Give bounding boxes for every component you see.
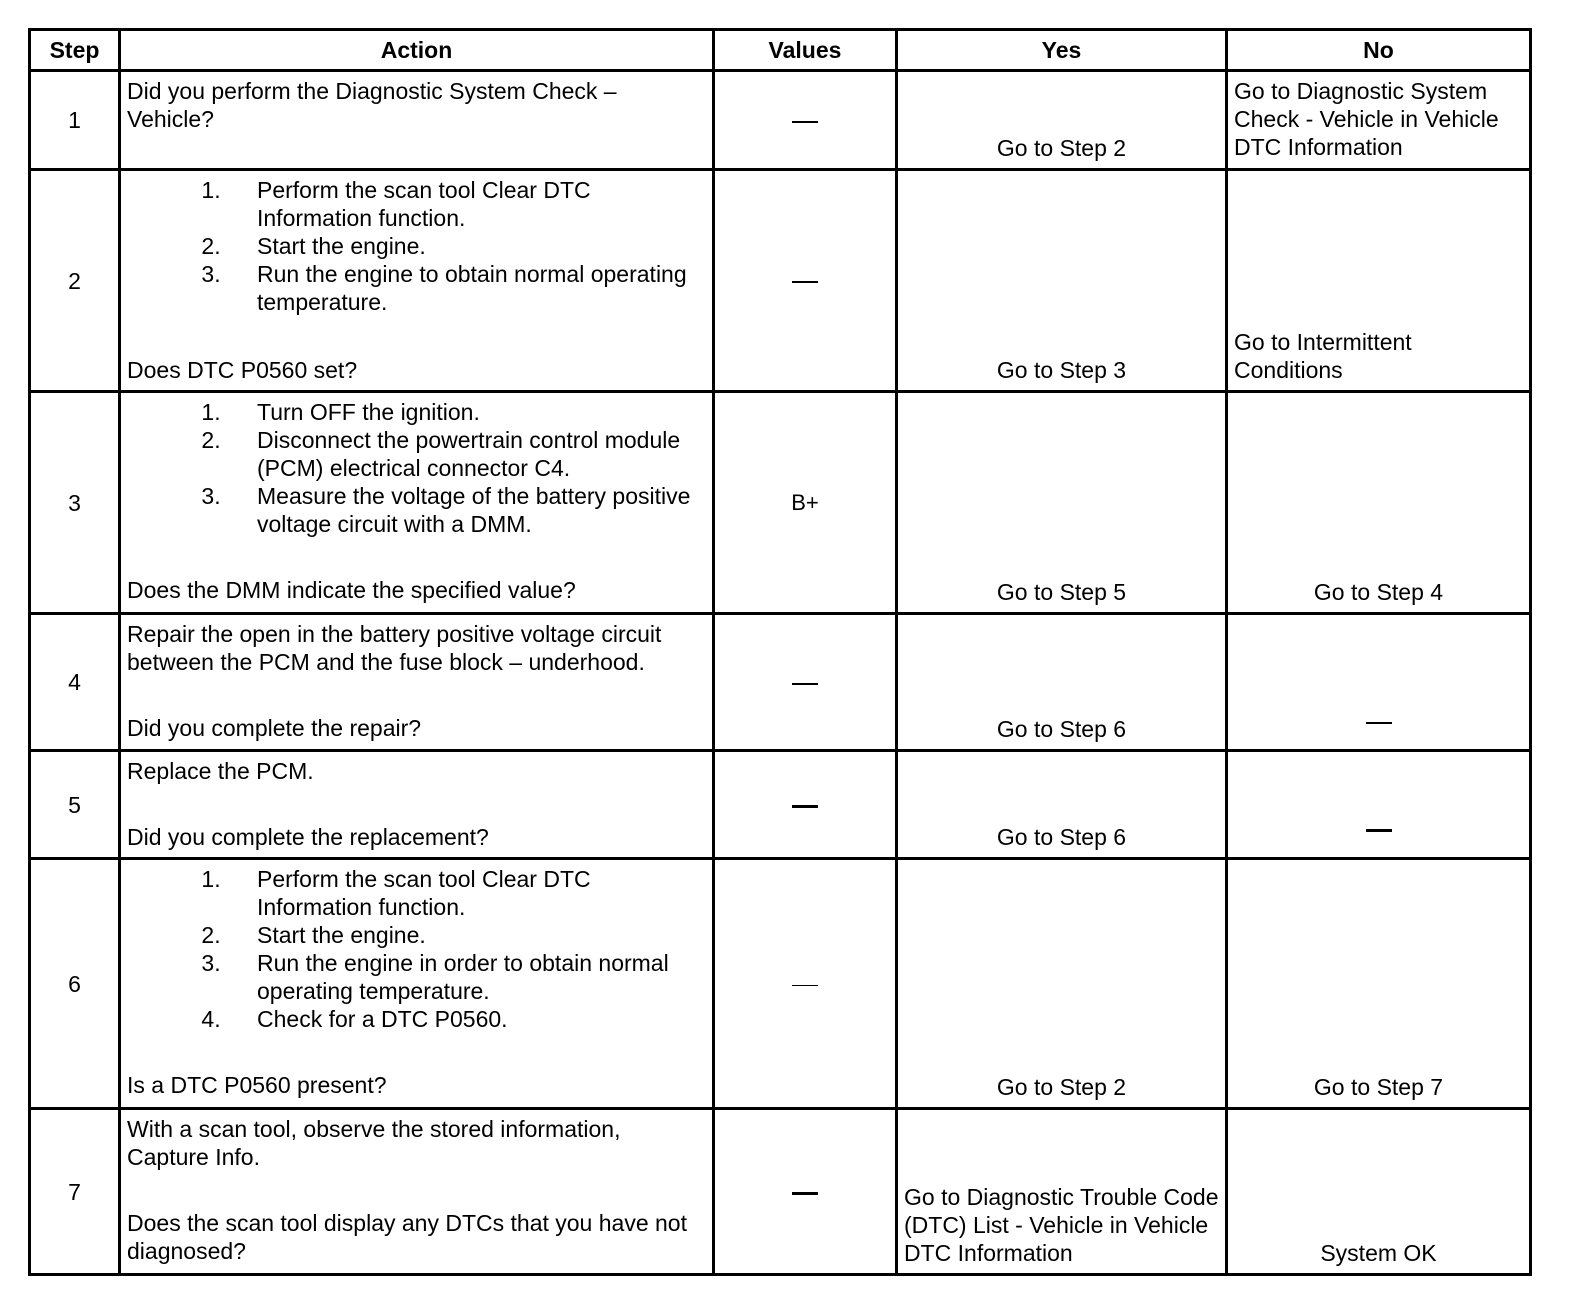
list-item: 2. Disconnect the powertrain control module (PCM) electrical connector C4. (227, 426, 706, 482)
table-row (30, 1109, 1531, 1275)
list-item: 2. Start the engine. (227, 232, 706, 260)
table-row (30, 614, 1531, 751)
instruction-list (127, 176, 706, 316)
diagnostic-table (28, 28, 1532, 1276)
action-cell (120, 1109, 714, 1275)
header-yes: Yes (897, 30, 1227, 71)
value-dash (792, 1192, 818, 1195)
step-number: 5 (30, 751, 120, 859)
action-text: With a scan tool, observe the stored information, Capture Info. (127, 1116, 621, 1170)
value-cell (714, 71, 897, 170)
list-item: 1. Turn OFF the ignition. (227, 398, 706, 426)
no-cell: System OK (1227, 1109, 1531, 1275)
step-number: 2 (30, 170, 120, 392)
value-cell (714, 170, 897, 392)
action-text: Did you perform the Diagnostic System Check – Vehicle? (127, 78, 617, 132)
header-row (30, 30, 1531, 71)
value-dash (792, 805, 818, 808)
header-no: No (1227, 30, 1531, 71)
no-cell (1227, 614, 1531, 751)
yes-cell: Go to Step 2 (897, 859, 1227, 1109)
table-row (30, 170, 1531, 392)
yes-cell: Go to Step 6 (897, 614, 1227, 751)
list-item: 3. Run the engine to obtain normal operating temperature. (227, 260, 706, 316)
value-cell (714, 751, 897, 859)
action-question: Did you complete the replacement? (127, 824, 489, 850)
instruction-list (127, 865, 706, 1033)
no-dash (1366, 829, 1392, 832)
list-item: 3. Run the engine in order to obtain normal operating temperature. (227, 949, 706, 1005)
action-cell (120, 614, 714, 751)
value-dash (792, 985, 818, 986)
action-text: Repair the open in the battery positive voltage circuit between the PCM and the fuse block – underhood. (127, 621, 662, 675)
yes-cell: Go to Step 5 (897, 392, 1227, 614)
table-row (30, 859, 1531, 1109)
step-number: 7 (30, 1109, 120, 1275)
value-dash (792, 683, 818, 685)
action-cell (120, 859, 714, 1109)
table-row (30, 392, 1531, 614)
step-number: 4 (30, 614, 120, 751)
header-step: Step (30, 30, 120, 71)
no-cell: Go to Step 7 (1227, 859, 1531, 1109)
action-question: Does the scan tool display any DTCs that you have not diagnosed? (127, 1210, 687, 1264)
action-text: Replace the PCM. (127, 758, 314, 784)
value-cell (714, 859, 897, 1109)
list-item: 3. Measure the voltage of the battery positive voltage circuit with a DMM. (227, 482, 706, 538)
table-row (30, 71, 1531, 170)
no-cell: Go to Diagnostic System Check - Vehicle in Vehicle DTC Information (1227, 71, 1531, 170)
action-cell (120, 392, 714, 614)
list-item: 1. Perform the scan tool Clear DTC Information function. (227, 176, 706, 232)
no-cell (1227, 751, 1531, 859)
no-cell: Go to Intermittent Conditions (1227, 170, 1531, 392)
yes-cell: Go to Diagnostic Trouble Code (DTC) List - Vehicle in Vehicle DTC Information (897, 1109, 1227, 1275)
action-question: Does the DMM indicate the specified value? (127, 577, 576, 603)
list-item: 1. Perform the scan tool Clear DTC Information function. (227, 865, 706, 921)
action-question: Did you complete the repair? (127, 715, 422, 741)
value-cell (714, 1109, 897, 1275)
value-cell: B+ (714, 392, 897, 614)
action-cell (120, 170, 714, 392)
list-item: 4. Check for a DTC P0560. (227, 1005, 706, 1033)
yes-cell: Go to Step 3 (897, 170, 1227, 392)
no-dash (1366, 722, 1392, 724)
instruction-list (127, 398, 706, 538)
list-item: 2. Start the engine. (227, 921, 706, 949)
value-cell (714, 614, 897, 751)
yes-cell: Go to Step 6 (897, 751, 1227, 859)
step-number: 3 (30, 392, 120, 614)
value-dash (792, 281, 818, 283)
action-cell (120, 751, 714, 859)
no-cell: Go to Step 4 (1227, 392, 1531, 614)
header-action: Action (120, 30, 714, 71)
action-question: Does DTC P0560 set? (127, 357, 358, 383)
step-number: 1 (30, 71, 120, 170)
action-question: Is a DTC P0560 present? (127, 1072, 387, 1098)
value-dash (792, 121, 818, 123)
header-values: Values (714, 30, 897, 71)
action-cell (120, 71, 714, 170)
step-number: 6 (30, 859, 120, 1109)
yes-cell: Go to Step 2 (897, 71, 1227, 170)
table-row (30, 751, 1531, 859)
